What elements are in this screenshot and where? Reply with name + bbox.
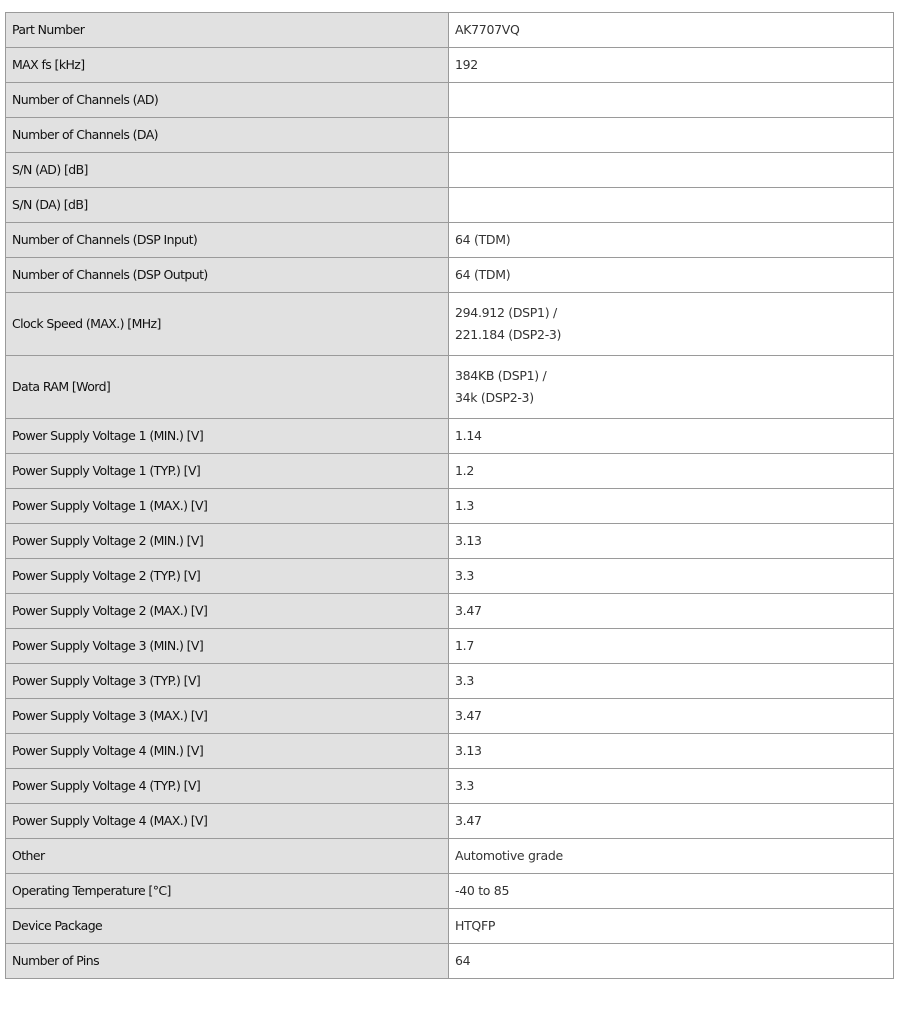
spec-label: Power Supply Voltage 1 (MAX.) [V] <box>6 489 449 524</box>
spec-label: Power Supply Voltage 1 (MIN.) [V] <box>6 419 449 454</box>
table-row <box>6 874 894 909</box>
spec-value <box>449 524 894 559</box>
spec-value <box>449 118 894 153</box>
spec-label: Number of Channels (DSP Output) <box>6 258 449 293</box>
spec-value <box>449 594 894 629</box>
table-row <box>6 699 894 734</box>
spec-label: Number of Channels (DSP Input) <box>6 223 449 258</box>
spec-value <box>449 419 894 454</box>
spec-label: Number of Channels (DA) <box>6 118 449 153</box>
spec-value <box>449 258 894 293</box>
table-row <box>6 524 894 559</box>
spec-value <box>449 734 894 769</box>
spec-value-line: 221.184 (DSP2-3) <box>455 327 562 342</box>
spec-value-line: 3.13 <box>455 533 482 548</box>
table-row <box>6 454 894 489</box>
spec-label: Data RAM [Word] <box>6 356 449 419</box>
spec-label: Power Supply Voltage 3 (TYP.) [V] <box>6 664 449 699</box>
table-row <box>6 118 894 153</box>
spec-label: Power Supply Voltage 4 (TYP.) [V] <box>6 769 449 804</box>
spec-value-line: 3.47 <box>455 603 482 618</box>
spec-value <box>449 293 894 356</box>
table-row <box>6 594 894 629</box>
table-row <box>6 293 894 356</box>
spec-label: MAX fs [kHz] <box>6 48 449 83</box>
table-row <box>6 944 894 979</box>
spec-label: Power Supply Voltage 2 (MAX.) [V] <box>6 594 449 629</box>
table-row <box>6 188 894 223</box>
spec-value-line: Automotive grade <box>455 848 563 863</box>
spec-value <box>449 153 894 188</box>
spec-value-line: 3.47 <box>455 708 482 723</box>
table-row <box>6 629 894 664</box>
spec-value <box>449 188 894 223</box>
spec-label: Operating Temperature [°C] <box>6 874 449 909</box>
spec-value-line: HTQFP <box>455 918 496 933</box>
table-row <box>6 559 894 594</box>
table-row <box>6 153 894 188</box>
spec-value <box>449 909 894 944</box>
spec-label: Power Supply Voltage 1 (TYP.) [V] <box>6 454 449 489</box>
spec-value <box>449 944 894 979</box>
spec-value <box>449 489 894 524</box>
spec-value-line: 1.7 <box>455 638 474 653</box>
table-row <box>6 13 894 48</box>
spec-value <box>449 874 894 909</box>
table-row <box>6 83 894 118</box>
spec-value-line: 3.47 <box>455 813 482 828</box>
spec-value <box>449 223 894 258</box>
spec-value-line: 3.3 <box>455 673 474 688</box>
spec-label: Part Number <box>6 13 449 48</box>
spec-value-line: 64 (TDM) <box>455 267 511 282</box>
table-row <box>6 839 894 874</box>
spec-label: Number of Pins <box>6 944 449 979</box>
spec-value <box>449 48 894 83</box>
table-row <box>6 223 894 258</box>
spec-value <box>449 83 894 118</box>
table-row <box>6 419 894 454</box>
spec-value <box>449 629 894 664</box>
spec-label: Power Supply Voltage 4 (MIN.) [V] <box>6 734 449 769</box>
spec-label: Power Supply Voltage 2 (MIN.) [V] <box>6 524 449 559</box>
table-row <box>6 356 894 419</box>
spec-value-line: 64 <box>455 953 471 968</box>
spec-value-line: 294.912 (DSP1) / <box>455 305 557 320</box>
spec-value <box>449 769 894 804</box>
spec-value <box>449 559 894 594</box>
table-row <box>6 769 894 804</box>
spec-value-line: -40 to 85 <box>455 883 510 898</box>
spec-value-line: 1.3 <box>455 498 474 513</box>
spec-value-line: AK7707VQ <box>455 22 520 37</box>
spec-value-line: 192 <box>455 57 478 72</box>
spec-value <box>449 699 894 734</box>
spec-value <box>449 839 894 874</box>
spec-value <box>449 13 894 48</box>
spec-table-body <box>6 13 894 979</box>
spec-label: S/N (AD) [dB] <box>6 153 449 188</box>
spec-value-line: 1.14 <box>455 428 482 443</box>
table-row <box>6 489 894 524</box>
spec-value-line: 1.2 <box>455 463 474 478</box>
spec-label: Clock Speed (MAX.) [MHz] <box>6 293 449 356</box>
spec-label: Power Supply Voltage 3 (MAX.) [V] <box>6 699 449 734</box>
spec-table <box>5 12 894 979</box>
spec-value-line: 3.13 <box>455 743 482 758</box>
spec-label: Number of Channels (AD) <box>6 83 449 118</box>
spec-value-line: 384KB (DSP1) / <box>455 368 547 383</box>
table-row <box>6 734 894 769</box>
spec-value-line: 34k (DSP2-3) <box>455 390 534 405</box>
spec-label: Power Supply Voltage 2 (TYP.) [V] <box>6 559 449 594</box>
spec-label: Power Supply Voltage 4 (MAX.) [V] <box>6 804 449 839</box>
spec-value <box>449 356 894 419</box>
spec-value <box>449 804 894 839</box>
spec-value-line: 64 (TDM) <box>455 232 511 247</box>
spec-value-line: 3.3 <box>455 778 474 793</box>
spec-label: Other <box>6 839 449 874</box>
table-row <box>6 909 894 944</box>
spec-label: Power Supply Voltage 3 (MIN.) [V] <box>6 629 449 664</box>
table-row <box>6 258 894 293</box>
spec-label: S/N (DA) [dB] <box>6 188 449 223</box>
table-row <box>6 664 894 699</box>
spec-value <box>449 664 894 699</box>
table-row <box>6 48 894 83</box>
table-row <box>6 804 894 839</box>
spec-value-line: 3.3 <box>455 568 474 583</box>
spec-label: Device Package <box>6 909 449 944</box>
spec-value <box>449 454 894 489</box>
